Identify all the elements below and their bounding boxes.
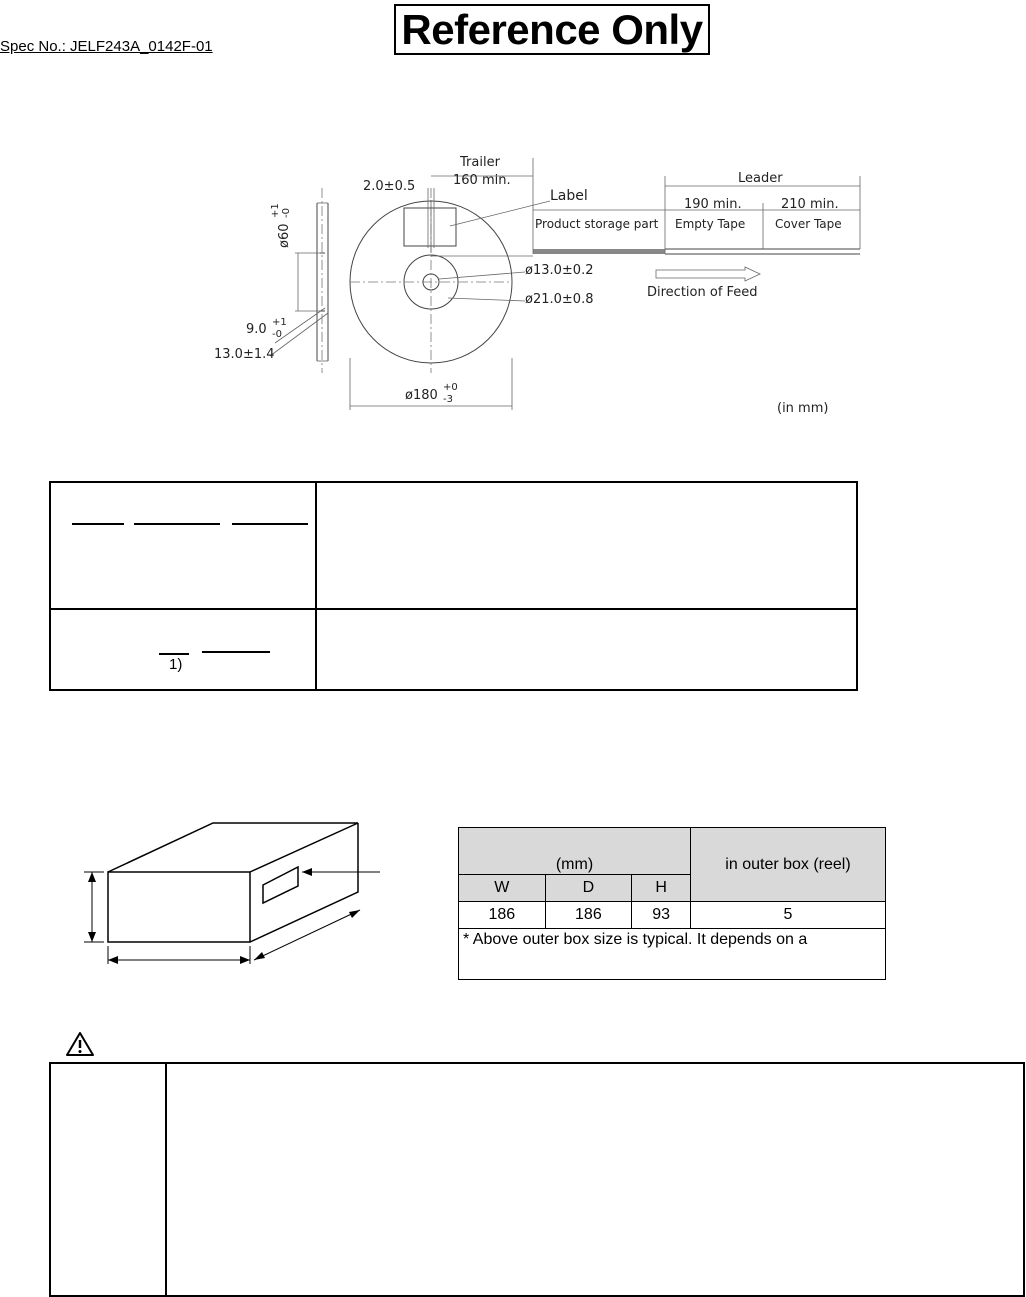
col-h: H <box>632 875 691 902</box>
label-callout: Label <box>550 188 588 204</box>
underline-mark <box>159 653 189 655</box>
outer-box-note: * Above outer box size is typical. It depends on a <box>459 929 886 980</box>
value-h: 93 <box>632 902 691 929</box>
leader-210: 210 min. <box>781 197 839 212</box>
header-mm: (mm) <box>459 828 691 875</box>
dim-9-label: 9.0 <box>246 322 267 337</box>
cover-tape-label: Cover Tape <box>775 217 842 231</box>
dim-13-label: 13.0±1.4 <box>214 347 275 362</box>
caution-cell <box>166 1063 1024 1296</box>
units-label: (in mm) <box>777 401 829 416</box>
header-qty: in outer box (reel) <box>691 828 886 902</box>
packing-table-cell <box>316 482 857 609</box>
product-storage-label: Product storage part <box>535 217 659 231</box>
underline-mark <box>72 523 124 525</box>
spec-number: Spec No.: JELF243A_0142F-01 <box>0 38 213 55</box>
reel-diagram <box>200 148 870 420</box>
leader-label: Leader <box>738 171 783 186</box>
outer-box-drawing <box>80 818 390 970</box>
dia-180-label: ø180 <box>405 388 438 403</box>
col-d: D <box>545 875 632 902</box>
packing-table-cell <box>50 609 316 690</box>
trailer-length: 160 min. <box>453 173 511 188</box>
dia-60-label: ø60 <box>277 223 292 248</box>
dim-9-tol-minus: -0 <box>272 329 282 340</box>
caution-cell <box>50 1063 166 1296</box>
underline-mark <box>232 523 308 525</box>
col-w: W <box>459 875 546 902</box>
footnote-mark: 1) <box>169 656 183 673</box>
dia-13-label: ø13.0±0.2 <box>525 263 594 278</box>
dia-180-tol-plus: +0 <box>443 382 458 393</box>
dim-2-0: 2.0±0.5 <box>363 179 416 194</box>
value-qty: 5 <box>691 902 886 929</box>
trailer-label: Trailer <box>460 155 500 170</box>
warning-icon <box>65 1031 95 1057</box>
value-d: 186 <box>545 902 632 929</box>
dia-180-tol-minus: -3 <box>443 394 453 405</box>
underline-mark <box>202 651 270 653</box>
direction-of-feed: Direction of Feed <box>647 285 758 300</box>
reference-only-stamp: Reference Only <box>394 4 710 55</box>
reel-front-view <box>350 176 550 410</box>
packing-table-cell <box>50 482 316 609</box>
empty-tape-label: Empty Tape <box>675 217 746 231</box>
caution-table <box>49 1062 1025 1297</box>
dia-60-tol-minus: -0 <box>281 208 292 218</box>
dia-21-label: ø21.0±0.8 <box>525 292 594 307</box>
dia-60-tol-plus: +1 <box>270 203 281 218</box>
underline-mark <box>134 523 220 525</box>
packing-table-cell <box>316 609 857 690</box>
outer-box-table <box>458 827 886 980</box>
dim-9-tol-plus: +1 <box>272 317 287 328</box>
value-w: 186 <box>459 902 546 929</box>
leader-190: 190 min. <box>684 197 742 212</box>
